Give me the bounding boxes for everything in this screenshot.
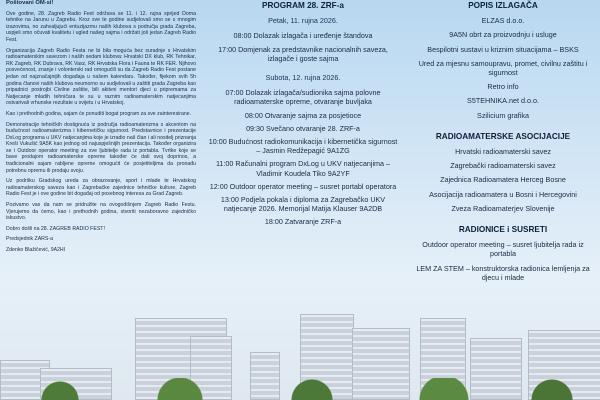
- exhibitor-item: S5TEHNIKA.net d.o.o.: [467, 96, 539, 106]
- associations-title: RADIOAMATERSKE ASOCIJACIJE: [435, 131, 571, 141]
- program-event: 17:00 Domjenak za predstavnike nacionalnih saveza, izlagače i goste sajma: [218, 44, 388, 63]
- letter-paragraph: Uz podršku Gradskog ureda za obrazovanje, sport i mlade te Hrvatskog radioamaterskog saveza kao i Zagrebačke zajednice tehničke kulture, Zagreb Radio Fest je i ove godine bit događaj od posebnog interesa za Grad Zagreb.: [6, 178, 196, 198]
- letter-paragraph: Pozivamo vas da nam se pridružite na ovogodišnjem Zagreb Radio Festu. Vjerujemo da ćemo, kao i prethodnih godina, stvoriti nezaboravno zajedničko iskustvo.: [6, 202, 196, 222]
- program-section: [208, 0, 398, 231]
- association-item: Zveza Radioamaterjev Slovenije: [451, 203, 555, 213]
- association-item: Zajednica Radioamatera Herceg Bosne: [440, 175, 566, 185]
- association-item: Asocijacija radioamatera u Bosni i Hercegovini: [429, 189, 577, 199]
- letter-paragraph: Organizacija Zagreb Radio Festa ne bi bila moguća bez suradnje s Hrvatskim radioamaterskim savezom i naših sedam klubova: Hrvatski DX klub, RK Tehnikar, RK Zagreb, RK Dubrava, RK Vasz, RK Hrvatska Flora i Fauna te RK FER. Njihovo posvećenost, znanje i volonterski rad omogućili su da Zagreb Radio Fest postane jedan od najznačajnijih događaja u našem kalendaru. Također, fijekom svih 5h godina članovi naših klubova neumorno su sudjelovali u zaštiti grada Zagreba kao pripadnici postrojbi Civilne zaštite, bili aktivni mentori djeci u pripremama za Natjecanje mladih tehničara te su u raznim radioamaterskim natjecanjima ostvarivali vrhunske rezultate u svijetu i u Hrvatskoj.: [6, 47, 196, 107]
- letter-paragraph: Kao i prethodnih godina, sajam će ponuditi bogat program za sve zainteresirane.: [6, 110, 192, 117]
- association-item: Zagrebački radioamaterski savez: [450, 161, 556, 171]
- exhibitor-item: Ured za mjesnu samoupravu, promet, civilnu zaštitu i sigurnost: [418, 58, 588, 78]
- program-event: 18:00 Zatvaranje ZRF-a: [264, 217, 342, 227]
- program-event: 08:00 Otvaranje sajma za posjetioce: [244, 110, 362, 120]
- associations-section: [412, 132, 594, 213]
- letter-paragraph: Demonstracije tehničkih dostignuća iz područja radioamaterizma s akcentom na budućnost radioamaterizma i kibernetičku sigurnost. Predstavnice i prezentacije DxLog programa u UKV natjecanjima koje je izradio naš član i ali nositelj priznanja Kreši Vukušić 9A5K kao jednog od najuspješnijih prezentacija. Također organizira se i Outdoor operator meeting za sve ljubitelje rada iz portabla. Tvrtke koje se bave prodajom radioamaterske opreme također će dati svoj doprinos, a tradicionalni sajam rabljene opreme omogućit će posjetiteljima da pronađu potrebnu opremu ili prodaju svoju.: [6, 121, 196, 174]
- exhibitor-item: Retro info: [487, 82, 519, 92]
- welcome-letter: [6, 0, 196, 258]
- city-skyline-background: [0, 280, 600, 400]
- president-name: Zdenko Blažičević, 9A2HI: [6, 247, 66, 253]
- workshop-item: Outdoor operator meeting – susret ljubitelja rada iz portabla: [422, 240, 584, 259]
- exhibitor-item: Szilicium grafika: [477, 110, 529, 120]
- exhibitors-section: [412, 1, 594, 120]
- letter-closing: Dobro došli na 28. ZAGREB RADIO FEST!: [6, 225, 105, 232]
- exhibitor-item: 9A5N obrt za proizvodnju i usluge: [449, 30, 557, 40]
- program-event: 13:00 Podjela pokala i diploma za Zagrebačko UKV natjecanje 2026. Memorijal Matija Klauser 9A2DB: [220, 195, 386, 214]
- workshops-section: [412, 225, 594, 282]
- info-column: [412, 0, 594, 294]
- program-event: 12:00 Outdoor operator meeting – susret portabl operatora: [209, 181, 397, 191]
- program-event: 10:00 Budućnost radiokomunikacija i kibernetička sigurnost – Jasmin Redžepagić 9A1ZG: [208, 137, 398, 156]
- program-event: 07:00 Dolazak izlagača/sudionika sajma polovne radioamaterske opreme, otvaranje buvljaka: [225, 88, 381, 107]
- association-item: Hrvatski radioamaterski savez: [455, 147, 551, 157]
- workshops-title: RADIONICE i SUSRETI: [458, 225, 548, 235]
- program-event: 08:00 Dolazak izlagača i uređenje štandova: [233, 31, 373, 41]
- program-day-2-date: Subota, 12. rujna 2026.: [265, 73, 341, 83]
- exhibitor-item: ELZAS d.o.o.: [481, 16, 525, 26]
- letter-greeting: Poštovani OM-si!: [6, 0, 54, 6]
- program-event: 11:00 Računalni program DxLog u UKV natjecanjima – Vladimir Koudela Tiko 9A2YF: [215, 159, 391, 178]
- program-event: 09:30 Svečano otvaranje 28. ZRF-a: [246, 123, 360, 133]
- exhibitor-item: Bespilotni sustavi u kriznim situacijama – BSKS: [427, 44, 579, 54]
- tree-line: [0, 378, 600, 400]
- program-title: PROGRAM 28. ZRF-a: [262, 1, 344, 10]
- program-day-1-date: Petak, 11. rujna 2026.: [268, 16, 338, 26]
- president-label: Predsjednik ZARS-a: [6, 236, 53, 243]
- letter-paragraph: Ove godine, 28. Zagreb Radio Fest održava se 11. i 12. rujna sprijed Doma tehnike na Jarunu u Zagrebu. Kroz sve te godine sudjelovali smo se s mnogim izazovima, no zahvaljujući entuzijazmu naših klubova s područja grada Zagreba, uspjeli smo očuvati kvalitetu i ugled našeg sajma i održati još jedan Zagreb Radio Fest.: [6, 10, 196, 43]
- exhibitors-title: POPIS IZLAGAČA: [468, 1, 538, 10]
- workshop-item: LEM ZA STEM – konstruktorska radionica lemljenja za djecu i mlade: [416, 263, 590, 282]
